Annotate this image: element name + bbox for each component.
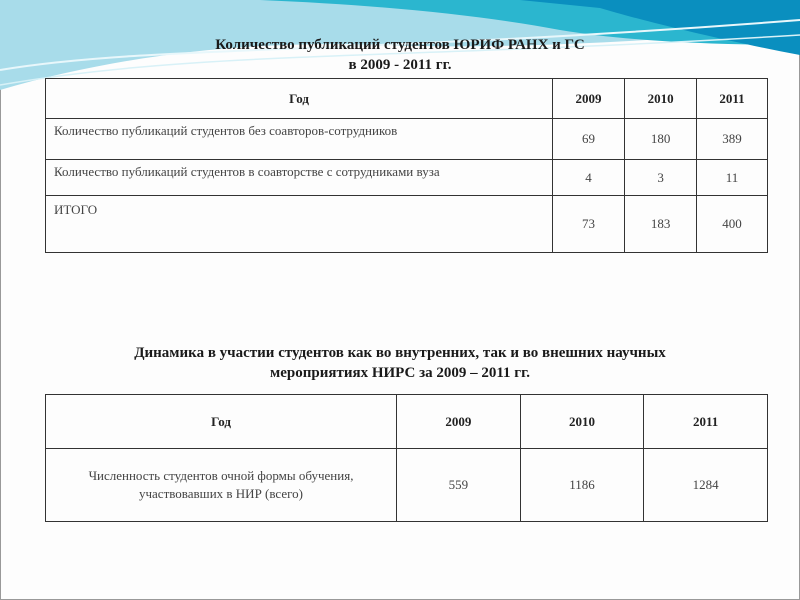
value-cell: 73 — [553, 196, 625, 253]
table1-title — [0, 35, 800, 75]
row-label: Количество публикаций студентов в соавторстве с сотрудниками вуза — [46, 160, 553, 196]
row-label-line1: Численность студентов очной формы обучения, — [88, 468, 354, 483]
research-participation-table — [45, 394, 768, 522]
publications-table — [45, 78, 768, 253]
value-cell: 1186 — [520, 449, 644, 522]
table2-title-line2: мероприятиях НИРС за 2009 – 2011 гг. — [270, 365, 530, 381]
header-cell: 2011 — [697, 79, 768, 119]
value-cell: 183 — [625, 196, 697, 253]
header-cell: 2010 — [625, 79, 697, 119]
table-header-row — [46, 395, 768, 449]
value-cell: 1284 — [644, 449, 768, 522]
header-cell: 2009 — [397, 395, 521, 449]
header-cell: Год — [46, 395, 397, 449]
row-label: ИТОГО — [46, 196, 553, 253]
header-cell: Год — [46, 79, 553, 119]
value-cell: 389 — [697, 119, 768, 160]
table-row — [46, 160, 768, 196]
table1-title-line2: в 2009 - 2011 гг. — [348, 57, 452, 73]
header-cell: 2010 — [520, 395, 644, 449]
table2-title — [0, 343, 800, 383]
table-header-row — [46, 79, 768, 119]
table-row-total — [46, 196, 768, 253]
header-cell: 2011 — [644, 395, 768, 449]
table2-title-line1: Динамика в участии студентов как во внутренних, так и во внешних научных — [134, 345, 666, 361]
table1-title-line1: Количество публикаций студентов ЮРИФ РАНХ и ГС — [215, 37, 585, 53]
value-cell: 11 — [697, 160, 768, 196]
value-cell: 3 — [625, 160, 697, 196]
table-row — [46, 449, 768, 522]
row-label-line2: участвовавших в НИР (всего) — [139, 486, 303, 501]
row-label: Количество публикаций студентов без соавторов-сотрудников — [46, 119, 553, 160]
row-label — [46, 449, 397, 522]
value-cell: 4 — [553, 160, 625, 196]
header-cell: 2009 — [553, 79, 625, 119]
value-cell: 69 — [553, 119, 625, 160]
table-row — [46, 119, 768, 160]
value-cell: 400 — [697, 196, 768, 253]
value-cell: 180 — [625, 119, 697, 160]
value-cell: 559 — [397, 449, 521, 522]
